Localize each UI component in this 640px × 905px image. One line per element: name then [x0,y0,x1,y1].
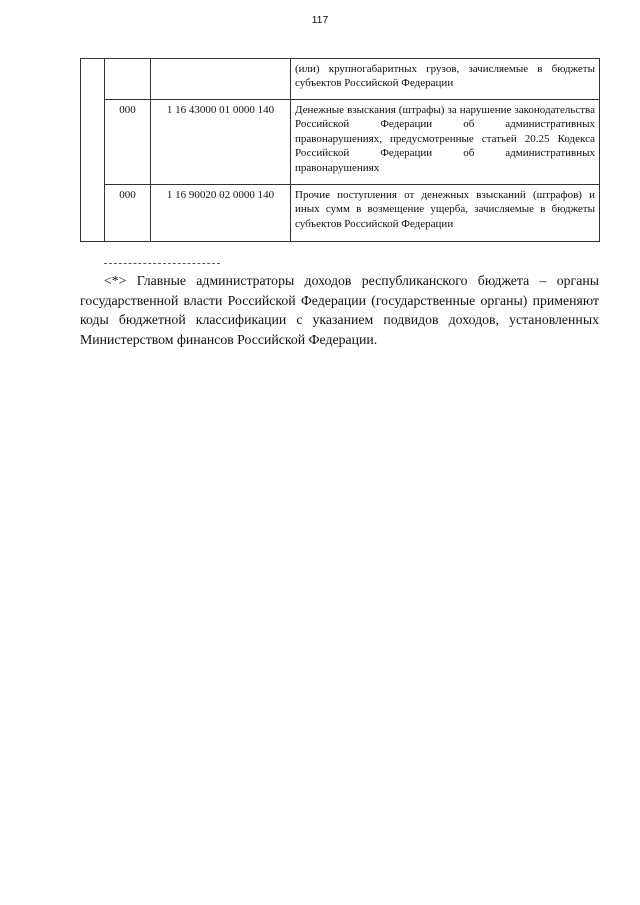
kbk-code-cell [151,59,291,100]
table-empty-first-column [81,59,105,242]
footnote-text: <*> Главные администраторы доходов республиканского бюджета – органы государственной власти Российской Федерации (государственные органы) применяют коды бюджетной классификации с указанием подвидов доходов, установленных Министерством финансов Российской Федерации. [80,273,599,347]
kbk-code-cell: 1 16 43000 01 0000 140 [151,100,291,185]
page-number: 117 [311,14,329,26]
admin-code-cell: 000 [105,185,151,242]
description-cell: Прочие поступления от денежных взысканий (штрафов) и иных сумм в возмещение ущерба, зачисляемые в бюджеты субъектов Российской Федерации [291,185,600,242]
kbk-code-cell: 1 16 90020 02 0000 140 [151,185,291,242]
admin-code-cell [105,59,151,100]
budget-revenue-table [80,58,600,242]
admin-code-cell: 000 [105,100,151,185]
table-row [81,185,600,242]
footnote-separator [104,263,220,264]
description-cell: Денежные взыскания (штрафы) за нарушение законодательства Российской Федерации об административных правонарушениях, предусмотренные статьей 20.25 Кодекса Российской Федерации об административных правонарушениях [291,100,600,185]
table-row [81,59,600,100]
table-row [81,100,600,185]
description-cell: (или) крупногабаритных грузов, зачисляемые в бюджеты субъектов Российской Федерации [291,59,600,100]
